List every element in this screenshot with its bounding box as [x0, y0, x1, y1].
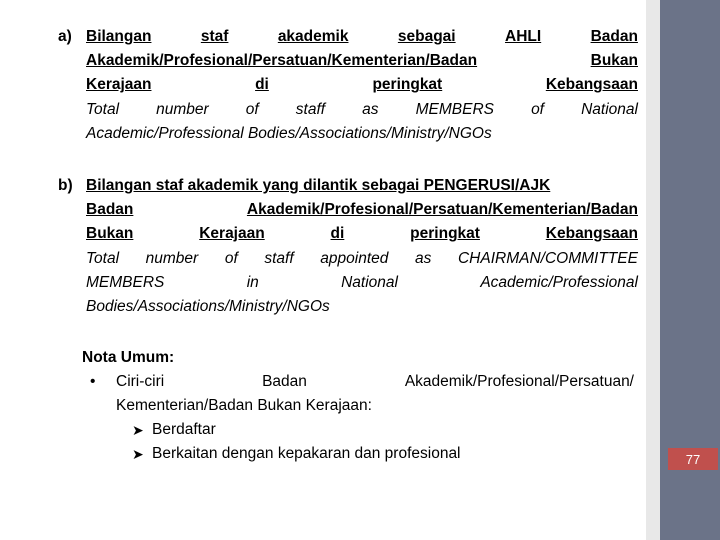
word: in [246, 273, 259, 291]
word: staff [264, 249, 294, 267]
word: AHLI [505, 28, 542, 45]
item-a-text [86, 25, 638, 146]
word: Bukan [86, 225, 134, 243]
item-b-marker: b) [58, 177, 73, 194]
word: di [255, 76, 269, 94]
side-band [646, 0, 660, 540]
item-b-line-3 [86, 222, 638, 246]
note-bullet [82, 370, 642, 394]
word: Bilangan [86, 28, 152, 45]
word: Bukan [590, 52, 638, 70]
word: as [362, 100, 379, 118]
word: Kerajaan [86, 76, 152, 94]
general-note [82, 346, 642, 466]
item-a-line-3 [86, 73, 638, 97]
word: of [224, 249, 238, 267]
word: MEMBERS [86, 273, 165, 291]
item-b-line-4 [86, 247, 638, 271]
note-sub-item-1 [82, 418, 642, 442]
arrow-bullet-icon: ➤ [132, 422, 144, 438]
word: Bilangan staf akademik yang dilantik sebagai PENGERUSI/AJK [86, 177, 551, 194]
word: of [531, 100, 544, 118]
word: as [414, 249, 432, 267]
word: Kebangsaan [545, 76, 638, 94]
item-b-line-1 [86, 174, 638, 198]
word: Kerajaan [199, 225, 265, 243]
word: Total [86, 249, 120, 267]
word: peringkat [372, 76, 443, 94]
item-b-line-5 [86, 271, 638, 295]
item-a-line-2 [86, 49, 638, 73]
note-bullet-continuation [82, 394, 642, 418]
word: Akademik/Profesional/Persatuan/ [404, 373, 634, 390]
word: Academic/Professional [480, 273, 638, 291]
word: sebagai [397, 28, 456, 45]
word: Academic/Professional Bodies/Associations/Ministry/NGOs [86, 124, 492, 142]
word: number [156, 100, 209, 118]
word: Badan [86, 201, 134, 219]
word: Badan [590, 28, 638, 45]
word: Total [86, 100, 120, 118]
word: Kebangsaan [545, 225, 638, 243]
note-sub-item-2 [82, 442, 642, 466]
arrow-bullet-icon: ➤ [132, 446, 144, 462]
word: MEMBERS [415, 100, 494, 118]
word: akademik [277, 28, 349, 45]
word: di [330, 225, 345, 243]
bullet-icon: • [90, 373, 96, 390]
word: staf [200, 28, 229, 45]
word: CHAIRMAN/COMMITTEE [457, 249, 638, 267]
note-bullet-line-1 [116, 370, 634, 394]
word: of [245, 100, 259, 118]
word: National [341, 273, 398, 291]
word: Akademik/Profesional/Persatuan/Kementerian/Badan [246, 201, 638, 219]
word: staff [295, 100, 326, 118]
word: Akademik/Profesional/Persatuan/Kementerian/Badan [86, 52, 478, 70]
item-b-line-2 [86, 198, 638, 222]
item-a-line-1 [86, 25, 638, 49]
item-a-marker: a) [58, 28, 72, 45]
word: number [145, 249, 199, 267]
note-title: Nota Umum: [82, 349, 175, 366]
item-b-text [86, 174, 638, 319]
page-number: 77 [668, 448, 718, 470]
item-a-line-4 [86, 98, 638, 122]
word: peringkat [410, 225, 480, 243]
note-bullet-line-2 [116, 394, 634, 418]
word: appointed [320, 249, 389, 267]
item-b-line-6 [86, 295, 638, 319]
word: Ciri-ciri [116, 373, 165, 390]
word: National [581, 100, 638, 118]
word: Kementerian/Badan Bukan Kerajaan: [116, 397, 372, 414]
word: Bodies/Associations/Ministry/NGOs [86, 297, 330, 315]
sub-item-label: Berdaftar [152, 421, 216, 438]
word: Badan [262, 373, 307, 390]
item-a-line-5 [86, 122, 638, 146]
sub-item-label: Berkaitan dengan kepakaran dan profesional [152, 445, 461, 462]
